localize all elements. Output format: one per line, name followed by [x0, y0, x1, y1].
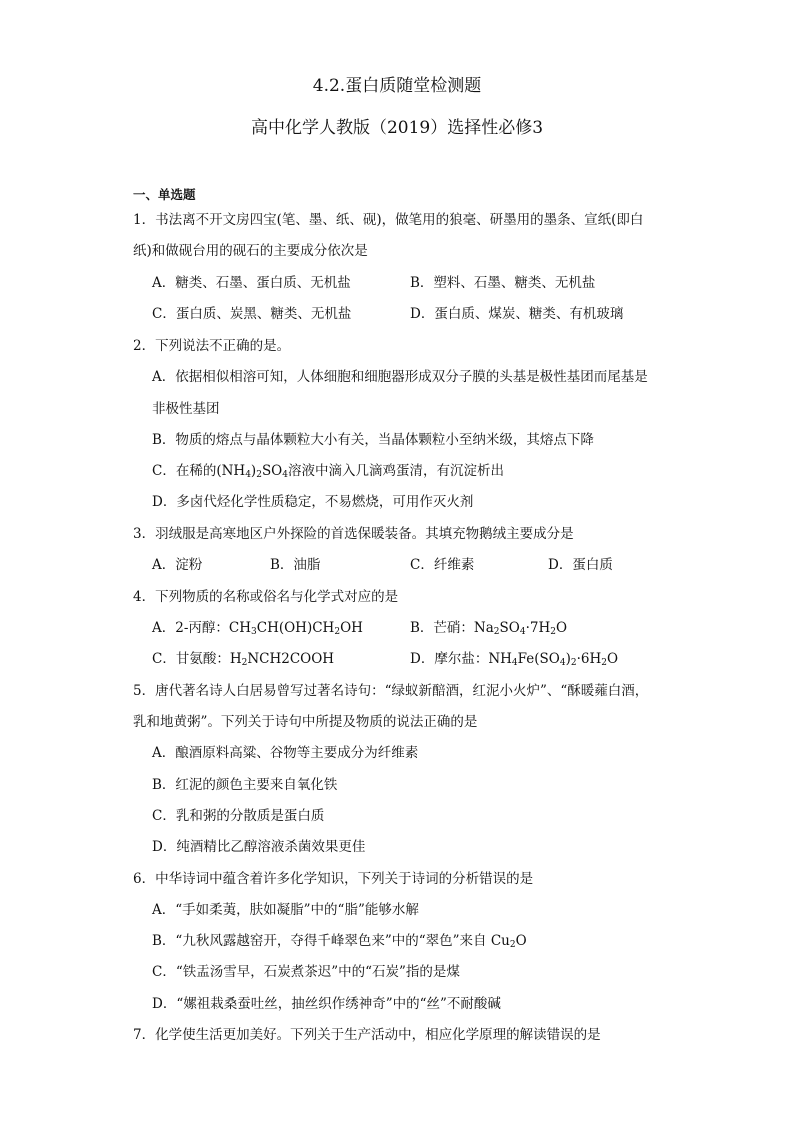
- question-2-stem: 2．下列说法不正确的是。: [133, 338, 291, 354]
- text-run: A．2-丙醇：CH: [152, 620, 252, 636]
- question-1-option-a: A．糖类、石墨、蛋白质、无机盐: [152, 275, 351, 291]
- question-4-option-d: [410, 650, 618, 668]
- question-5-option-c: C．乳和粥的分散质是蛋白质: [152, 808, 325, 824]
- question-3-option-d: D．蛋白质: [548, 557, 613, 573]
- question-3-option-a: A．淀粉: [152, 557, 203, 573]
- text-run: 溶液中滴入几滴鸡蛋清，有沉淀析出: [288, 463, 504, 479]
- question-4-stem: 4．下列物质的名称或俗名与化学式对应的是: [133, 589, 399, 605]
- text-run: SO: [499, 620, 520, 636]
- text-run: O: [607, 651, 619, 667]
- question-6-stem: 6．中华诗词中蕴含着许多化学知识，下列关于诗词的分析错误的是: [133, 871, 534, 887]
- page-subtitle: 高中化学人教版（2019）选择性必修3: [250, 118, 544, 138]
- question-7-stem: 7．化学使生活更加美好。下列关于生产活动中，相应化学原理的解读错误的是: [133, 1027, 601, 1043]
- text-run: OH: [340, 620, 363, 636]
- section-heading: 一、单选题: [133, 187, 196, 202]
- subscript: 2: [493, 627, 500, 637]
- text-run: SO: [261, 463, 283, 479]
- question-1-option-c: C．蛋白质、炭黑、糖类、无机盐: [152, 306, 352, 322]
- text-run: O: [515, 933, 527, 949]
- text-run: B．“九秋风露越窑开，夺得千峰翠色来”中的“翠色”来自 Cu: [152, 933, 510, 949]
- text-run: ·7H: [525, 620, 551, 636]
- text-run: ): [250, 463, 257, 479]
- question-4-option-b: [410, 619, 567, 637]
- question-3-stem: 3．羽绒服是高寒地区户外探险的首选保暖装备。其填充物鹅绒主要成分是: [133, 526, 574, 542]
- page-title: 4.2.蛋白质随堂检测题: [312, 76, 482, 96]
- question-3-option-b: B．油脂: [270, 557, 321, 573]
- text-run: ·6H: [576, 651, 602, 667]
- question-6-option-c: C．“铁盂汤雪早，石炭煮茶迟”中的“石炭”指的是煤: [152, 964, 460, 980]
- text-run: Fe(SO: [517, 651, 560, 667]
- question-1-stem-line1: 1．书法离不开文房四宝(笔、墨、纸、砚)，做笔用的狼毫、研墨用的墨条、宣纸(即白: [133, 212, 644, 228]
- question-5-stem-line1: 5．唐代著名诗人白居易曾写过著名诗句：“绿蚁新醅酒，红泥小火炉”、“酥暖蕹白酒，: [133, 683, 649, 699]
- text-run: NCH2COOH: [247, 651, 335, 667]
- question-5-option-d: D．纯酒精比乙醇溶液杀菌效果更佳: [152, 839, 366, 855]
- text-run: D．摩尔盐：NH: [410, 651, 512, 667]
- subscript: 2: [334, 627, 341, 637]
- subscript: 4: [519, 627, 526, 637]
- text-run: C．在稀的(NH: [152, 463, 246, 479]
- question-6-option-b: [152, 932, 527, 950]
- subscript: 4: [511, 658, 518, 668]
- question-1-option-d: D．蛋白质、煤炭、糖类、有机玻璃: [410, 306, 624, 322]
- text-run: B．芒硝：Na: [410, 620, 494, 636]
- question-5-option-a: A．酿酒原料高粱、谷物等主要成分为纤维素: [152, 745, 419, 761]
- subscript: 2: [550, 627, 556, 637]
- question-1-option-b: B．塑料、石墨、糖类、无机盐: [410, 275, 596, 291]
- subscript: 2: [601, 658, 607, 668]
- subscript: 2: [509, 940, 516, 950]
- question-2-option-c: [152, 462, 504, 480]
- question-5-option-b: B．红泥的颜色主要来自氧化铁: [152, 777, 338, 793]
- question-2-option-d: D．多卤代烃化学性质稳定，不易燃烧，可用作灭火剂: [152, 494, 474, 510]
- question-2-option-a-line1: A．依据相似相溶可知，人体细胞和细胞器形成双分子膜的头基是极性基团而尾基是: [152, 369, 648, 385]
- subscript: 4: [245, 470, 251, 480]
- text-run: ): [565, 651, 571, 667]
- question-6-option-d: D．“嫘祖栽桑蚕吐丝，抽丝织作绣神奇”中的“丝”不耐酸碱: [152, 996, 501, 1012]
- subscript: 2: [256, 470, 262, 480]
- question-6-option-a: A．“手如柔荑，肤如凝脂”中的“脂”能够水解: [152, 902, 419, 918]
- question-2-option-a-line2: 非极性基团: [152, 401, 220, 417]
- text-run: O: [555, 620, 568, 636]
- subscript: 3: [251, 627, 257, 637]
- question-2-option-b: B．物质的熔点与晶体颗粒大小有关，当晶体颗粒小至纳米级，其熔点下降: [152, 432, 594, 448]
- subscript: 4: [559, 658, 566, 668]
- question-4-option-a: [152, 619, 363, 637]
- question-5-stem-line2: 乳和地黄粥”。下列关于诗句中所提及物质的说法正确的是: [133, 714, 478, 730]
- subscript: 2: [570, 658, 577, 668]
- text-run: C．甘氨酸：H: [152, 651, 242, 667]
- subscript: 4: [282, 470, 288, 480]
- text-run: CH(OH)CH: [256, 620, 335, 636]
- question-3-option-c: C．纤维素: [410, 557, 475, 573]
- question-4-option-c: [152, 650, 334, 668]
- question-1-stem-line2: 纸)和做砚台用的砚石的主要成分依次是: [133, 243, 368, 259]
- subscript: 2: [241, 658, 248, 668]
